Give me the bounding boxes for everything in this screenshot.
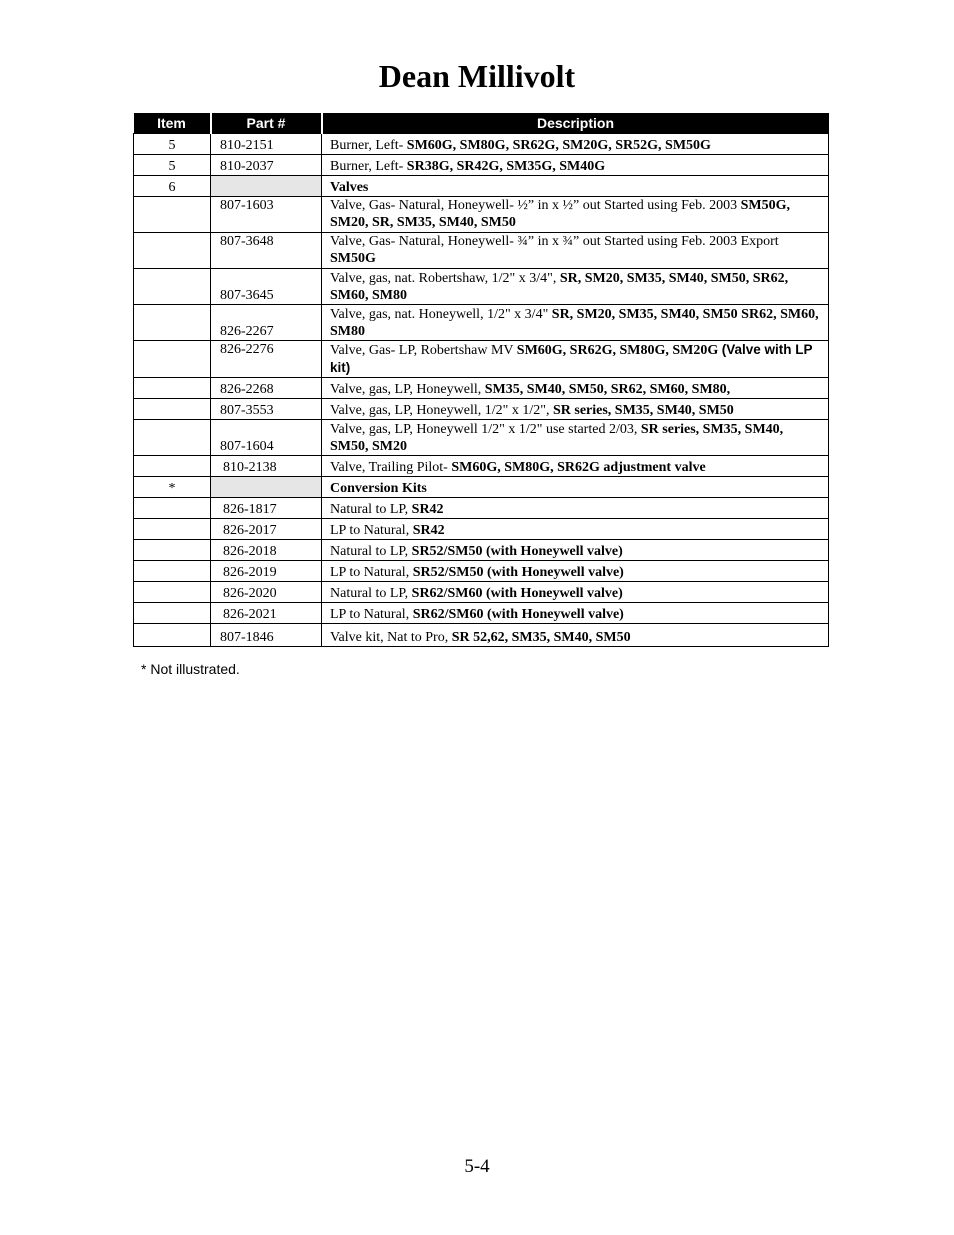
part-number-cell: 826-2019 — [211, 561, 322, 582]
description-text: Valve, Gas- Natural, Honeywell- ¾” in x ¾” out Started using Feb. 2003 Export — [330, 234, 779, 249]
table-header-row — [134, 113, 829, 134]
item-cell — [134, 540, 211, 561]
description-cell — [322, 341, 829, 378]
table-row — [134, 305, 829, 341]
item-cell — [134, 498, 211, 519]
part-number-cell: 826-2020 — [211, 582, 322, 603]
description-cell — [322, 519, 829, 540]
part-number-cell — [211, 477, 322, 498]
part-number-cell: 807-3648 — [211, 233, 322, 269]
section-heading-cell — [322, 477, 829, 498]
model-list: SR series, SM35, SM40, SM50, SM20 — [330, 422, 784, 454]
description-text: Burner, Left- — [330, 138, 407, 153]
table-row — [134, 378, 829, 399]
description-text: Valve kit, Nat to Pro, — [330, 630, 452, 645]
description-cell — [322, 498, 829, 519]
description-text: LP to Natural, — [330, 523, 413, 538]
item-cell — [134, 420, 211, 456]
section-heading-cell — [322, 176, 829, 197]
item-cell — [134, 519, 211, 540]
item-cell — [134, 603, 211, 624]
description-cell — [322, 155, 829, 176]
item-cell — [134, 269, 211, 305]
description-text: Natural to LP, — [330, 586, 412, 601]
table-row — [134, 341, 829, 378]
description-cell — [322, 603, 829, 624]
description-cell — [322, 378, 829, 399]
part-number-cell: 826-1817 — [211, 498, 322, 519]
description-cell — [322, 561, 829, 582]
part-number-cell: 826-2267 — [211, 305, 322, 341]
part-number-cell: 807-3553 — [211, 399, 322, 420]
table-row — [134, 561, 829, 582]
part-number-cell: 810-2138 — [211, 456, 322, 477]
model-list: SM35, SM40, SM50, SR62, SM60, SM80, — [484, 382, 731, 397]
description-text: LP to Natural, — [330, 607, 413, 622]
header-part-number: Part # — [211, 113, 322, 134]
table-row — [134, 540, 829, 561]
item-cell: * — [134, 477, 211, 498]
page-number: 5-4 — [464, 1156, 490, 1177]
description-text: Valve, Gas- Natural, Honeywell- ½” in x ½” out Started using Feb. 2003 — [330, 198, 741, 213]
part-number-cell: 810-2151 — [211, 134, 322, 155]
header-item: Item — [134, 113, 211, 134]
description-text: Valve, gas, nat. Honeywell, 1/2" x 3/4" — [330, 307, 552, 322]
section-heading: Conversion Kits — [330, 481, 427, 496]
item-cell — [134, 561, 211, 582]
description-text: Valve, Gas- LP, Robertshaw MV — [330, 343, 517, 358]
model-list: SM60G, SM80G, SR62G, SM20G, SR52G, SM50G — [406, 138, 711, 153]
model-list: SR52/SM50 (with Honeywell valve) — [411, 544, 623, 559]
description-text: Natural to LP, — [330, 544, 412, 559]
part-number-cell: 807-3645 — [211, 269, 322, 305]
part-number-cell: 807-1604 — [211, 420, 322, 456]
table-row — [134, 582, 829, 603]
table-row — [134, 603, 829, 624]
table-row — [134, 519, 829, 540]
description-cell — [322, 233, 829, 269]
model-list: SR42 — [412, 523, 445, 538]
model-list: SM60G, SM80G, SR62G adjustment valve — [451, 460, 706, 475]
description-note: (Valve with LP kit) — [330, 342, 813, 375]
model-list: SR, SM20, SM35, SM40, SM50 SR62, SM60, SM80 — [330, 307, 819, 339]
item-cell: 5 — [134, 155, 211, 176]
description-cell — [322, 540, 829, 561]
item-cell — [134, 582, 211, 603]
model-list: SR52/SM50 (with Honeywell valve) — [412, 565, 624, 580]
model-list: SR62/SM60 (with Honeywell valve) — [411, 586, 623, 601]
part-number-cell: 826-2021 — [211, 603, 322, 624]
description-cell — [322, 399, 829, 420]
model-list: SR 52,62, SM35, SM40, SM50 — [451, 630, 631, 645]
parts-table — [133, 113, 829, 647]
part-number-cell — [211, 176, 322, 197]
part-number-cell: 826-2018 — [211, 540, 322, 561]
description-text: Valve, gas, LP, Honeywell, — [330, 382, 485, 397]
table-row — [134, 233, 829, 269]
model-list: SM50G — [330, 251, 376, 266]
description-cell — [322, 624, 829, 647]
table-row — [134, 498, 829, 519]
description-text: Natural to LP, — [330, 502, 412, 517]
model-list: SR series, SM35, SM40, SM50 — [552, 403, 734, 418]
table-row — [134, 399, 829, 420]
section-row-conversion-kits — [134, 477, 829, 498]
description-cell — [322, 420, 829, 456]
model-list: SR62/SM60 (with Honeywell valve) — [412, 607, 624, 622]
header-description: Description — [322, 113, 829, 134]
model-list: SR, SM20, SM35, SM40, SM50, SR62, SM60, SM80 — [330, 271, 789, 303]
part-number-cell: 826-2268 — [211, 378, 322, 399]
part-number-cell: 807-1603 — [211, 197, 322, 233]
model-list: SM60G, SR62G, SM80G, SM20G — [516, 343, 719, 358]
section-heading: Valves — [330, 180, 369, 195]
description-text: LP to Natural, — [330, 565, 413, 580]
item-cell — [134, 341, 211, 378]
item-cell: 5 — [134, 134, 211, 155]
page-title: Dean Millivolt — [378, 58, 576, 94]
description-text: Valve, gas, nat. Robertshaw, 1/2" x 3/4", — [330, 271, 560, 286]
table-row — [134, 269, 829, 305]
item-cell: 6 — [134, 176, 211, 197]
item-cell — [134, 197, 211, 233]
table-row — [134, 197, 829, 233]
description-cell — [322, 269, 829, 305]
table-row — [134, 134, 829, 155]
description-cell — [322, 134, 829, 155]
table-row — [134, 420, 829, 456]
part-number-cell: 826-2276 — [211, 341, 322, 378]
part-number-cell: 826-2017 — [211, 519, 322, 540]
item-cell — [134, 233, 211, 269]
item-cell — [134, 378, 211, 399]
item-cell — [134, 305, 211, 341]
description-cell — [322, 197, 829, 233]
part-number-cell: 810-2037 — [211, 155, 322, 176]
section-row-valves — [134, 176, 829, 197]
item-cell — [134, 456, 211, 477]
model-list: SM50G, SM20, SR, SM35, SM40, SM50 — [330, 198, 790, 230]
description-text: Valve, gas, LP, Honeywell 1/2" x 1/2" use started 2/03, — [330, 422, 641, 437]
item-cell — [134, 399, 211, 420]
table-row — [134, 456, 829, 477]
model-list: SR38G, SR42G, SM35G, SM40G — [406, 159, 606, 174]
description-text: Burner, Left- — [330, 159, 407, 174]
description-text: Valve, Trailing Pilot- — [330, 460, 452, 475]
model-list: SR42 — [411, 502, 444, 517]
description-cell — [322, 582, 829, 603]
description-cell — [322, 305, 829, 341]
item-cell — [134, 624, 211, 647]
footnote: * Not illustrated. — [141, 661, 240, 677]
part-number-cell: 807-1846 — [211, 624, 322, 647]
description-cell — [322, 456, 829, 477]
description-text: Valve, gas, LP, Honeywell, 1/2" x 1/2", — [330, 403, 553, 418]
table-row — [134, 155, 829, 176]
table-row — [134, 624, 829, 647]
